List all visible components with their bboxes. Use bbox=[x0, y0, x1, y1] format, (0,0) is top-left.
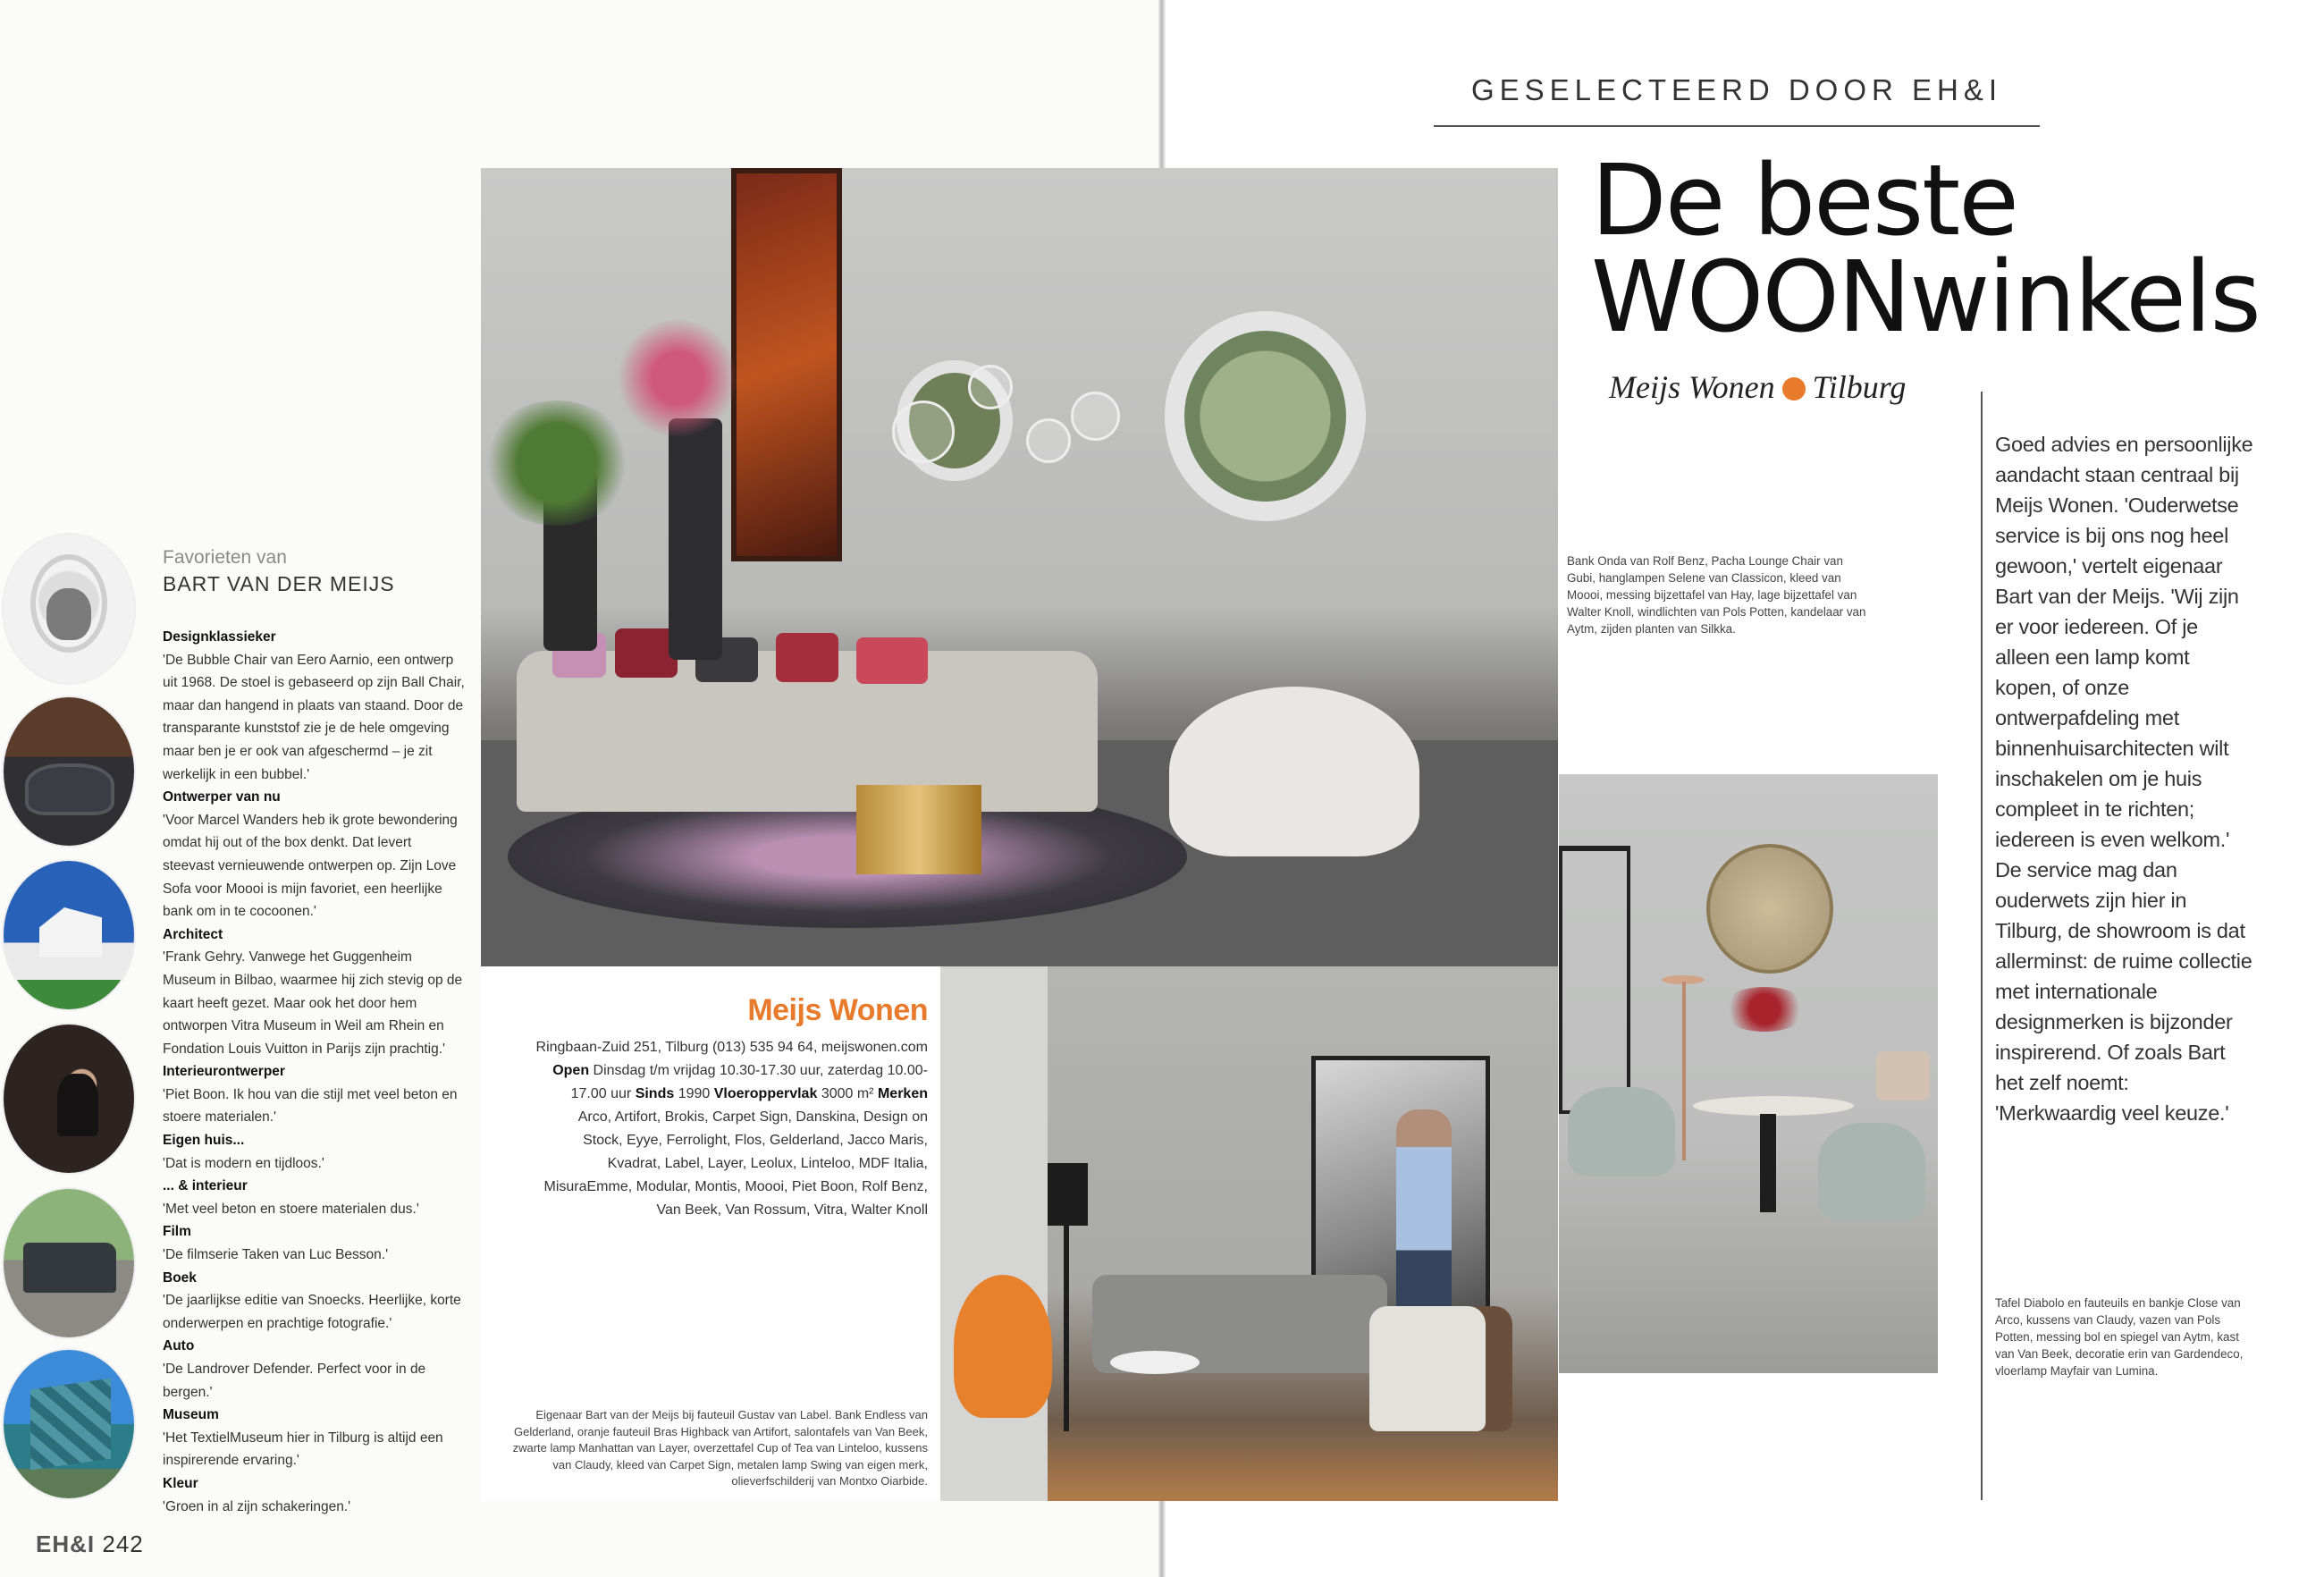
subheadline bbox=[1609, 368, 2074, 406]
owner-showroom-photo bbox=[940, 966, 1558, 1501]
section-label: GESELECTEERD DOOR EH&I bbox=[1470, 73, 2003, 106]
page-folio bbox=[36, 1531, 144, 1558]
headline-line-1: De beste bbox=[1591, 143, 2017, 257]
fav-heading: Kleur bbox=[163, 1475, 198, 1491]
open-hours: Dinsdag t/m vrijdag 10.30-17.30 uur, zaterdag 10.00-17.00 uur bbox=[570, 1063, 928, 1101]
dining-armchair bbox=[1568, 1087, 1675, 1176]
fav-text: 'De filmserie Taken van Luc Besson.' bbox=[163, 1247, 389, 1263]
table-base bbox=[1760, 1114, 1776, 1212]
brass-side-table bbox=[856, 785, 981, 874]
cushion bbox=[856, 637, 928, 684]
textile-museum-thumbnail bbox=[4, 1350, 134, 1498]
floor-area: 3000 m² bbox=[821, 1086, 874, 1101]
fav-text: 'Het TextielMuseum hier in Tilburg is altijd een inspirerende ervaring.' bbox=[163, 1429, 443, 1469]
shop-address: Ringbaan-Zuid 251, Tilburg (013) 535 94 64, meijswonen.com bbox=[535, 1040, 928, 1055]
cushion bbox=[776, 633, 838, 682]
red-flowers bbox=[1720, 987, 1809, 1032]
fav-heading: Auto bbox=[163, 1338, 195, 1354]
headline-line-2: WOONwinkels bbox=[1591, 240, 2260, 354]
film-still-thumbnail bbox=[4, 1025, 134, 1173]
fav-text: 'Piet Boon. Ik hou van die stijl met veel beton en stoere materialen.' bbox=[163, 1086, 458, 1126]
headline bbox=[1591, 143, 2260, 354]
section-rule bbox=[1434, 125, 2040, 127]
lamp-stand bbox=[1064, 1226, 1069, 1431]
pendant-lamp bbox=[968, 365, 1013, 409]
fav-heading: Interieurontwerper bbox=[163, 1064, 285, 1080]
favourites-person: BART VAN DER MEIJS bbox=[163, 572, 395, 595]
fav-text: 'De Bubble Chair van Eero Aarnio, een ontwerp uit 1968. De stoel is gebaseerd op zijn Ball Chair, maar dan hangend in plaats van staand. Door de transparante kunststof zie je de hele omgeving maar ben je er ook van afgeschermd – je zit werkelijk in een bubbel.' bbox=[163, 652, 465, 782]
lounge-armchair bbox=[1369, 1306, 1512, 1431]
area-label: Vloeroppervlak bbox=[713, 1086, 818, 1101]
page-number: 242 bbox=[102, 1531, 144, 1557]
dining-area-photo bbox=[1559, 774, 1938, 1373]
column-rule bbox=[1981, 392, 1983, 1500]
favourites-list bbox=[163, 626, 467, 1518]
bubble-chair-thumbnail bbox=[4, 535, 134, 683]
land-rover-thumbnail bbox=[4, 1189, 134, 1337]
shop-details bbox=[535, 1036, 928, 1222]
brands-label: Merken bbox=[877, 1086, 928, 1101]
since-year: 1990 bbox=[678, 1086, 711, 1101]
pendant-lamp bbox=[1071, 392, 1120, 441]
fav-heading: Eigen huis... bbox=[163, 1133, 245, 1149]
since-label: Sinds bbox=[635, 1086, 675, 1101]
magazine-logo: EH&I bbox=[36, 1531, 96, 1557]
shop-name: Meijs Wonen bbox=[1609, 369, 1775, 405]
love-sofa-thumbnail bbox=[4, 697, 134, 846]
fav-heading: Ontwerper van nu bbox=[163, 789, 281, 805]
white-wall bbox=[940, 966, 1048, 1501]
orange-armchair bbox=[954, 1275, 1052, 1418]
favourites-kicker: Favorieten van bbox=[163, 547, 287, 568]
marble-table bbox=[1693, 1096, 1854, 1116]
fav-heading: ... & interieur bbox=[163, 1178, 248, 1194]
green-plant bbox=[481, 401, 633, 526]
fav-heading: Film bbox=[163, 1224, 191, 1240]
floor-vase bbox=[669, 418, 722, 660]
fav-heading: Architect bbox=[163, 926, 223, 942]
accent-dot bbox=[1782, 377, 1806, 401]
dining-armchair bbox=[1818, 1123, 1925, 1221]
floor-lamp-stand bbox=[1682, 982, 1686, 1160]
fav-text: 'De jaarlijkse editie van Snoecks. Heerlijke, korte onderwerpen en prachtige fotografie.' bbox=[163, 1293, 461, 1331]
city-name: Tilburg bbox=[1812, 369, 1907, 405]
shop-info-box bbox=[481, 966, 940, 1501]
cushion bbox=[1876, 1051, 1930, 1101]
pendant-lamp bbox=[1026, 418, 1071, 463]
fav-text: 'Voor Marcel Wanders heb ik grote bewondering omdat hij out of the box denkt. Dat levert steevast vernieuwende ontwerpen op. Zijn Love Sofa voor Moooi is mijn favoriet, een heerlijke bank om in te cocoonen.' bbox=[163, 812, 458, 920]
artwork-panel bbox=[731, 168, 842, 561]
fav-text: 'Groen in al zijn schakeringen.' bbox=[163, 1498, 351, 1514]
open-label: Open bbox=[552, 1063, 590, 1078]
fav-heading: Boek bbox=[163, 1269, 197, 1286]
pendant-lamp bbox=[892, 401, 955, 463]
owner-photo-caption: Eigenaar Bart van der Meijs bij fauteuil Gustav van Label. Bank Endless van Gelderland, oranje fauteuil Bras Highback van Artifort, salontafels van Van Beek, zwarte lamp Manhattan van Layer, overzettafel Cup of Tea van Linteloo, kussens van Claudy, kleed van Carpet Sign, metalen lamp Swing van eigen merk, olieverfschilderij van Montxo Oiarbide. bbox=[512, 1408, 928, 1488]
fav-heading: Museum bbox=[163, 1407, 219, 1423]
dining-photo-caption: Tafel Diabolo en fauteuils en bankje Close van Arco, kussens van Claudy, vazen van Pols Potten, messing bol en spiegel van Aytm, kast van Van Beek, decoratie erin van Gardendeco, vloerlamp Mayfair van Lumina. bbox=[1995, 1296, 2244, 1378]
vitra-museum-thumbnail bbox=[4, 861, 134, 1009]
flower-arrangement bbox=[615, 320, 740, 436]
fav-text: 'De Landrover Defender. Perfect voor in de bergen.' bbox=[163, 1362, 426, 1400]
black-shelving bbox=[1559, 846, 1630, 1114]
article-body: Goed advies en persoonlijke aandacht staan centraal bij Meijs Wonen. 'Ouderwetse service is bij ons nog heel gewoon,' vertelt eigenaar Bart van der Meijs. 'Wij zijn er voor iedereen. Of je alleen een lamp komt kopen, of onze ontwerpafdeling met binnenhuisarchitecten wilt inschakelen om je huis compleet in te richten; iedereen is even welkom.' De service mag dan ouderwets zijn hier in Tilburg, de showroom is dat allerminst: de ruime collectie met internationale designmerken is bijzonder inspirerend. Of zoals Bart het zelf noemt: 'Merkwaardig veel keuze.' bbox=[1995, 433, 2253, 1125]
round-mirror bbox=[1706, 844, 1833, 974]
brand-list: Arco, Artifort, Brokis, Carpet Sign, Danskina, Design on Stock, Eyye, Ferrolight, Flos, Gelderland, Jacco Maris, Kvadrat, Label, Layer, Leolux, Linteloo, MDF Italia, MisuraEmme, Modular, Montis, Moooi, Piet Boon, Rolf Benz, Van Beek, Van Rossum, Vitra, Walter Knoll bbox=[543, 1109, 928, 1218]
fav-text: 'Met veel beton en stoere materialen dus.' bbox=[163, 1201, 419, 1217]
shop-title: Meijs Wonen bbox=[747, 993, 928, 1027]
porthole-window bbox=[1165, 311, 1366, 521]
black-floor-lamp bbox=[1048, 1163, 1088, 1226]
living-room-photo bbox=[481, 168, 1558, 966]
fav-text: 'Dat is modern en tijdloos.' bbox=[163, 1155, 324, 1171]
fav-text: 'Frank Gehry. Vanwege het Guggenheim Museum in Bilbao, waarmee hij zich stevig op de kaart heeft gezet. Maar ook het door hem ontworpen Vitra Museum in Weil am Rhein en Fondation Louis Vuitton in Parijs zijn prachtig.' bbox=[163, 949, 463, 1057]
lounge-chair bbox=[1169, 687, 1419, 856]
living-photo-caption: Bank Onda van Rolf Benz, Pacha Lounge Chair van Gubi, hanglampen Selene van Classicon, kleed van Moooi, messing bijzettafel van Hay, lage bijzettafel van Walter Knoll, windlichten van Pols Potten, kandelaar van Aytm, zijden planten van Silkka. bbox=[1567, 554, 1866, 636]
fav-heading: Designklassieker bbox=[163, 629, 276, 645]
coffee-table bbox=[1110, 1351, 1200, 1374]
